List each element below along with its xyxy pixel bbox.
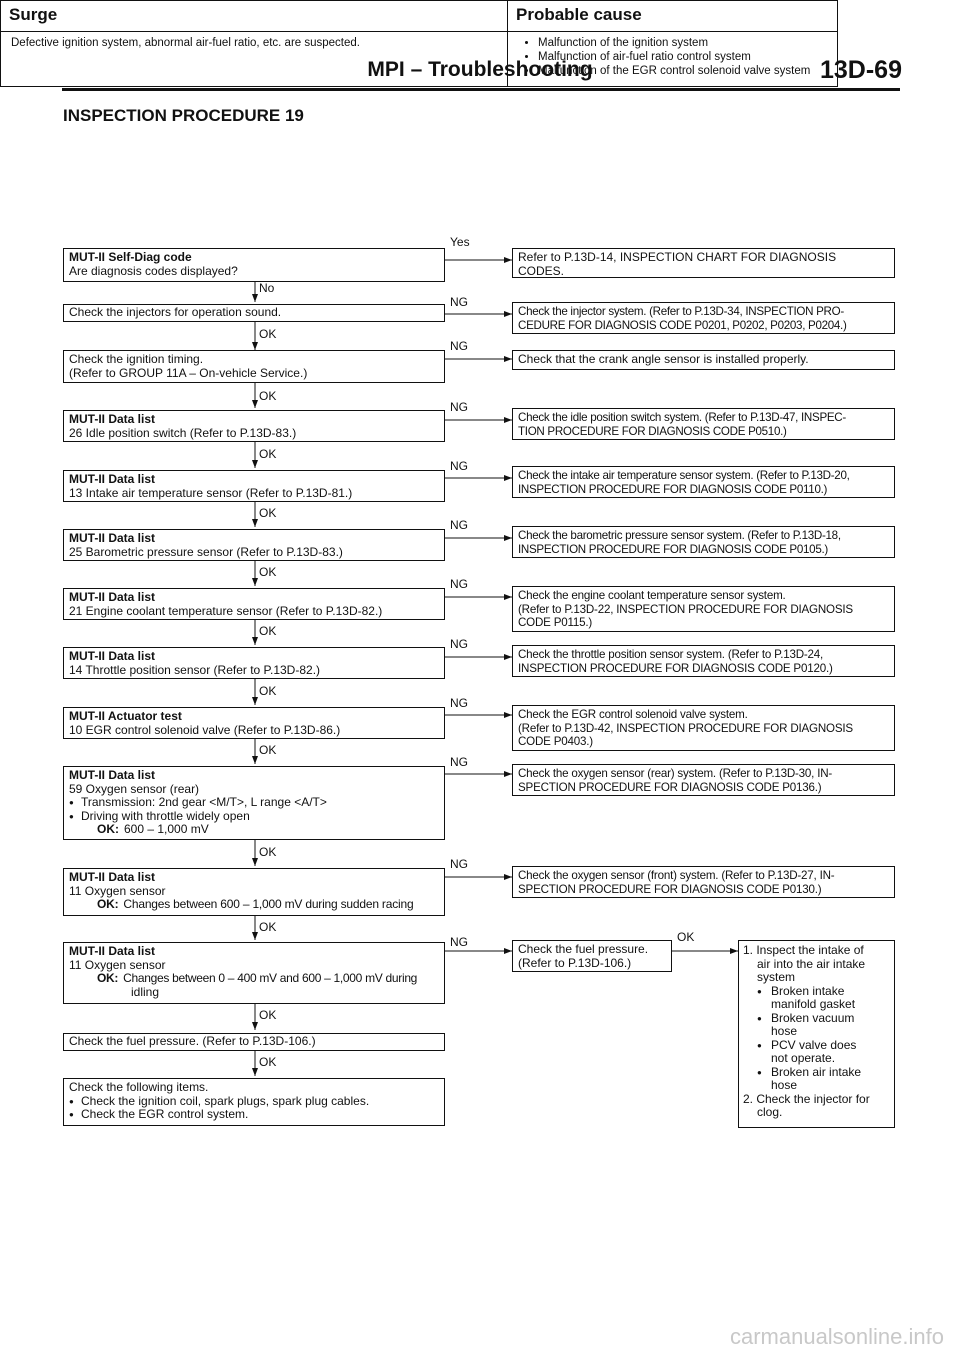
page-number: 13D-69 <box>820 56 902 84</box>
label-ng: NG <box>450 637 468 651</box>
step-self-diag: MUT-II Self-Diag code Are diagnosis codes displayed? <box>63 248 445 282</box>
label-yes: Yes <box>450 235 470 249</box>
cause-item: • Malfunction of air-fuel ratio control system <box>538 50 829 64</box>
label-ok: OK <box>259 920 277 934</box>
label-ok: OK <box>259 1008 277 1022</box>
symptom-description: Defective ignition system, abnormal air-fuel ratio, etc. are suspected. <box>1 32 508 87</box>
label-ok: OK <box>259 389 277 403</box>
step-fuel-pressure: Check the fuel pressure. (Refer to P.13D-106.) <box>63 1033 445 1051</box>
label-ng: NG <box>450 755 468 769</box>
step-coolant-temp: MUT-II Data list 21 Engine coolant temperature sensor (Refer to P.13D-82.) <box>63 588 445 620</box>
label-ok: OK <box>259 845 277 859</box>
result-coolant-temp-system: Check the engine coolant temperature sensor system. (Refer to P.13D-22, INSPECTION PROCEDURE FOR DIAGNOSIS CODE P0115.) <box>512 586 895 632</box>
label-ng: NG <box>450 935 468 949</box>
label-ok: OK <box>259 327 277 341</box>
label-ok: OK <box>259 565 277 579</box>
label-ng: NG <box>450 577 468 591</box>
label-ok: OK <box>677 930 695 944</box>
step-injector-sound: Check the injectors for operation sound. <box>63 304 445 322</box>
step-oxygen-sensor-idling: MUT-II Data list 11 Oxygen sensor OK: Changes between 0 – 400 mV and 600 – 1,000 mV during idling <box>63 942 445 1004</box>
label-ok: OK <box>259 1055 277 1069</box>
label-no: No <box>259 281 275 295</box>
step-oxygen-sensor-rear: MUT-II Data list 59 Oxygen sensor (rear) ● Transmission: 2nd gear <M/T>, L range <A/T> ● Driving with throttle widely open OK: 600 – 1,000 mV <box>63 766 445 840</box>
final-inspection-box: 1. Inspect the intake of air into the air intake system ● Broken intake manifold gasket ● Broken vacuum hose ● PCV valve does not operate. ● Broken air intake hose 2. Check the injector for clog. <box>738 940 895 1128</box>
result-idle-position-system: Check the idle position switch system. (Refer to P.13D-47, INSPEC- TION PROCEDURE FOR DIAGNOSIS CODE P0510.) <box>512 408 895 440</box>
result-oxygen-rear-system: Check the oxygen sensor (rear) system. (Refer to P.13D-30, IN- SPECTION PROCEDURE FOR DIAGNOSIS CODE P0136.) <box>512 764 895 796</box>
cause-item: • Malfunction of the ignition system <box>538 36 829 50</box>
step-barometric-pressure: MUT-II Data list 25 Barometric pressure sensor (Refer to P.13D-83.) <box>63 529 445 561</box>
result-crank-angle-sensor: Check that the crank angle sensor is installed properly. <box>512 350 895 370</box>
label-ng: NG <box>450 400 468 414</box>
result-injector-system: Check the injector system. (Refer to P.13D-34, INSPECTION PRO- CEDURE FOR DIAGNOSIS CODE P0201, P0202, P0203, P0204.) <box>512 302 895 334</box>
label-ng: NG <box>450 696 468 710</box>
step-throttle-position: MUT-II Data list 14 Throttle position sensor (Refer to P.13D-82.) <box>63 647 445 679</box>
step-egr-actuator-test: MUT-II Actuator test 10 EGR control solenoid valve (Refer to P.13D-86.) <box>63 707 445 739</box>
step-following-items: Check the following items. ● Check the ignition coil, spark plugs, spark plug cables. ● Check the EGR control system. <box>63 1078 445 1126</box>
probable-cause-header: Probable cause <box>508 1 838 32</box>
result-fuel-pressure: Check the fuel pressure. (Refer to P.13D-106.) <box>512 940 672 972</box>
label-ng: NG <box>450 459 468 473</box>
label-ng: NG <box>450 518 468 532</box>
label-ok: OK <box>259 506 277 520</box>
label-ng: NG <box>450 857 468 871</box>
label-ok: OK <box>259 684 277 698</box>
step-idle-position-switch: MUT-II Data list 26 Idle position switch (Refer to P.13D-83.) <box>63 410 445 442</box>
procedure-title: INSPECTION PROCEDURE 19 <box>63 106 304 125</box>
result-oxygen-front-system: Check the oxygen sensor (front) system. (Refer to P.13D-27, IN- SPECTION PROCEDURE FOR DIAGNOSIS CODE P0130.) <box>512 866 895 898</box>
watermark: carmanualsonline.info <box>729 1324 944 1349</box>
result-diagnosis-chart: Refer to P.13D-14, INSPECTION CHART FOR DIAGNOSIS CODES. <box>512 248 895 278</box>
label-ng: NG <box>450 295 468 309</box>
label-ok: OK <box>259 743 277 757</box>
step-ignition-timing: Check the ignition timing. (Refer to GROUP 11A – On-vehicle Service.) <box>63 350 445 383</box>
step-oxygen-sensor-racing: MUT-II Data list 11 Oxygen sensor OK: Changes between 600 – 1,000 mV during sudden racing <box>63 868 445 916</box>
label-ok: OK <box>259 624 277 638</box>
result-throttle-system: Check the throttle position sensor system. (Refer to P.13D-24, INSPECTION PROCEDURE FOR DIAGNOSIS CODE P0120.) <box>512 645 895 677</box>
page-header-title: MPI – Troubleshooting <box>367 58 593 81</box>
result-egr-system: Check the EGR control solenoid valve system. (Refer to P.13D-42, INSPECTION PROCEDURE FOR DIAGNOSIS CODE P0403.) <box>512 705 895 751</box>
symptom-header: Surge <box>1 1 508 32</box>
result-intake-air-temp-system: Check the intake air temperature sensor system. (Refer to P.13D-20, INSPECTION PROCEDURE FOR DIAGNOSIS CODE P0110.) <box>512 466 895 498</box>
label-ng: NG <box>450 339 468 353</box>
step-intake-air-temp: MUT-II Data list 13 Intake air temperature sensor (Refer to P.13D-81.) <box>63 470 445 502</box>
cause-item: • Malfunction of the EGR control solenoid valve system <box>538 64 829 78</box>
result-barometric-system: Check the barometric pressure sensor system. (Refer to P.13D-18, INSPECTION PROCEDURE FOR DIAGNOSIS CODE P0105.) <box>512 526 895 558</box>
label-ok: OK <box>259 447 277 461</box>
